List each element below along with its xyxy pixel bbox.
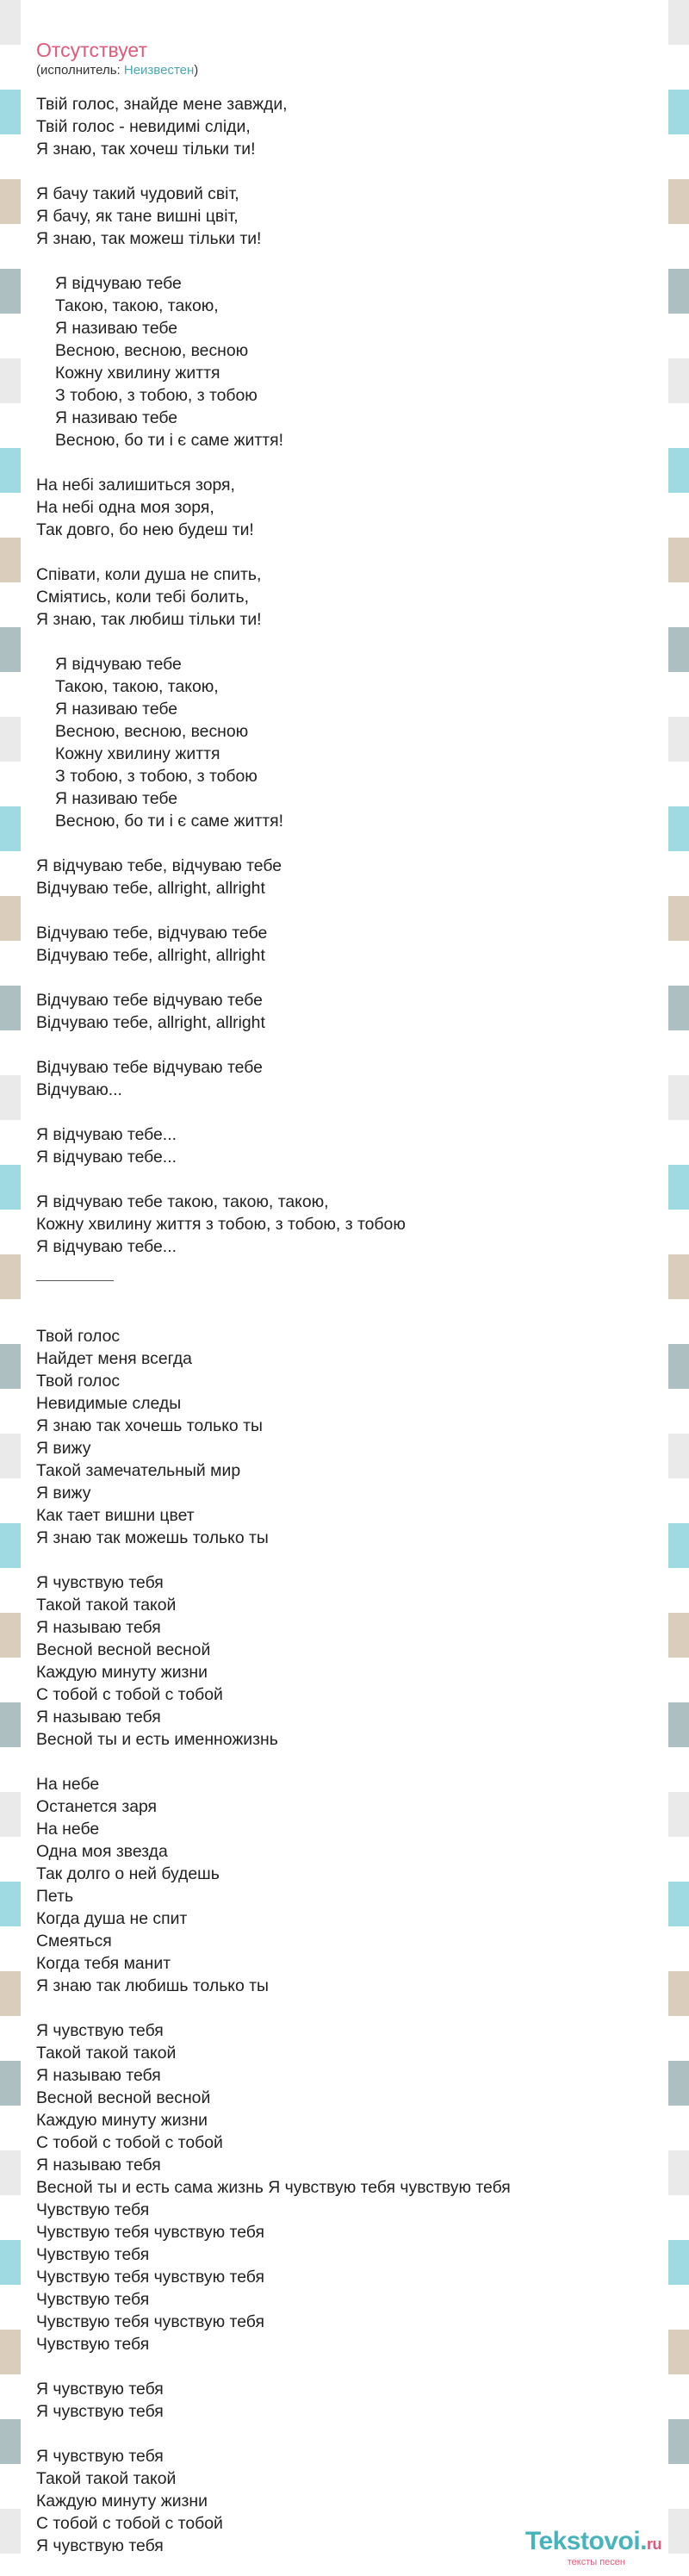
lyrics-line: Відчуваю тебе відчуваю тебе (36, 1058, 263, 1077)
lyrics-line: Я знаю так хочешь только ты (36, 1416, 263, 1435)
lyrics-line: Весною, бо ти і є саме життя! (55, 812, 284, 831)
lyrics-stanza (36, 989, 653, 1034)
lyrics-stanza (36, 93, 653, 160)
lyrics-line: Каждую минуту жизни (36, 2111, 208, 2130)
lyrics-line: Весной весной весной (36, 1640, 211, 1659)
lyrics-line: Такой такой такой (36, 2044, 177, 2063)
lyrics-stanza (36, 1056, 653, 1101)
lyrics-line: Я називаю тебе (55, 789, 178, 808)
lyrics-line: На небе (36, 1820, 100, 1839)
lyrics-line: Я вижу (36, 1484, 91, 1503)
lyrics-line: Весною, весною, весною (55, 341, 249, 360)
lyrics-line: Смеяться (36, 1932, 112, 1951)
lyrics-line: Співати, коли душа не спить, (36, 565, 262, 584)
lyrics-stanza (36, 2019, 653, 2355)
lyrics-line: Чувствую тебя (36, 2245, 150, 2264)
lyrics-stanza (36, 653, 653, 832)
lyrics-stanza (36, 922, 653, 967)
lyrics-line: Невидимые следы (36, 1394, 182, 1413)
lyrics-line: Я відчуваю тебе (55, 655, 182, 674)
lyrics-line: Я называю тебя (36, 2066, 161, 2085)
lyrics-card (21, 0, 668, 2576)
lyrics-line: Твій голос, знайде мене завжди, (36, 95, 288, 114)
lyrics-line: Відчуваю тебе, allright, allright (36, 946, 265, 965)
lyrics-line: Я называю тебя (36, 2156, 161, 2175)
lyrics-line: Я бачу, як тане вишні цвіт, (36, 207, 239, 226)
lyrics-line: Чувствую тебя (36, 2200, 150, 2219)
lyrics-stanza (36, 2378, 653, 2423)
lyrics-line: Петь (36, 1887, 74, 1906)
lyrics-line: Я знаю, так можеш тільки ти! (36, 229, 262, 248)
lyrics-line: Весной ты и есть именножизнь (36, 1730, 278, 1749)
lyrics-line: Весной ты и есть сама жизнь Я чувствую тебя чувствую тебя (36, 2178, 511, 2197)
lyrics-line: С тобой с тобой с тобой (36, 2514, 223, 2533)
lyrics-line: Каждую минуту жизни (36, 2492, 208, 2511)
logo-wordmark (525, 2529, 661, 2557)
lyrics-line: Відчуваю тебе відчуваю тебе (36, 991, 263, 1010)
lyrics-line: Чувствую тебя (36, 2290, 150, 2309)
lyrics-line: На небі залишиться зоря, (36, 476, 235, 495)
song-title: Отсутствует (36, 39, 147, 61)
lyrics-line: Я называю тебя (36, 1708, 161, 1727)
lyrics-line: Я називаю тебе (55, 700, 178, 719)
lyrics-stanza (36, 1123, 653, 1168)
lyrics-line: С тобой с тобой с тобой (36, 2133, 223, 2152)
lyrics-line: Когда душа не спит (36, 1909, 188, 1928)
lyrics-line: На небі одна моя зоря, (36, 498, 214, 517)
lyrics-line: Одна моя звезда (36, 1842, 168, 1861)
lyrics-stanza (36, 855, 653, 899)
lyrics-line: З тобою, з тобою, з тобою (55, 767, 258, 786)
lyrics-stanza (36, 1325, 653, 1549)
lyrics-line: Я чувствую тебя (36, 2536, 164, 2555)
lyrics-line: Чувствую тебя (36, 2335, 150, 2354)
lyrics-line: Я знаю так можешь только ты (36, 1528, 269, 1547)
lyrics-line: Такой такой такой (36, 2469, 177, 2488)
lyrics-line: Как тает вишни цвет (36, 1506, 195, 1525)
lyrics-line: Я называю тебя (36, 1618, 161, 1637)
lyrics-line: Відчуваю тебе, allright, allright (36, 879, 265, 898)
logo-dot: . (640, 2527, 647, 2555)
logo-tld: ru (647, 2536, 661, 2553)
logo-main-text: Tekstovoi (525, 2527, 641, 2555)
lyrics-line: Я знаю так любишь только ты (36, 1976, 269, 1995)
lyrics-line: Когда тебя манит (36, 1954, 171, 1973)
lyrics-line: С тобой с тобой с тобой (36, 1685, 223, 1704)
lyrics-line: Кожну хвилину життя з тобою, з тобою, з тобою (36, 1215, 406, 1234)
lyrics-line: Я називаю тебе (55, 319, 178, 338)
lyrics-line: Відчуваю тебе, allright, allright (36, 1013, 265, 1032)
lyrics-line: Відчуваю тебе, відчуваю тебе (36, 924, 268, 943)
lyrics-line: Відчуваю... (36, 1080, 122, 1099)
lyrics-line: Я вижу (36, 1439, 91, 1458)
lyrics-line: Так довго, бо нею будеш ти! (36, 520, 254, 539)
lyrics-line: Я чувствую тебя (36, 2447, 164, 2466)
lyrics-line: Такой такой такой (36, 1596, 177, 1615)
lyrics-line: Кожну хвилину життя (55, 744, 220, 763)
lyrics-stanza (36, 1773, 653, 1997)
lyrics-line: Я чувствую тебя (36, 2402, 164, 2421)
lyrics-stanza (36, 563, 653, 631)
lyrics-line: Такой замечательный мир (36, 1461, 241, 1480)
lyrics-line: Весною, весною, весною (55, 722, 249, 741)
lyrics-line: Сміятись, коли тебі болить, (36, 588, 250, 607)
performer-suffix: ) (194, 63, 199, 78)
performer-prefix: (исполнитель: (36, 63, 124, 78)
lyrics-stanza (36, 1191, 653, 1258)
lyrics-line: Чувствую тебя чувствую тебя (36, 2223, 264, 2242)
lyrics-line: Я бачу такий чудовий світ, (36, 184, 239, 203)
lyrics-line: Чувствую тебя чувствую тебя (36, 2268, 264, 2287)
lyrics-line: Останется заря (36, 1797, 158, 1816)
lyrics-line: Такою, такою, такою, (55, 677, 219, 696)
lyrics-line: Я знаю, так хочеш тільки ти! (36, 140, 256, 159)
lyrics-line: Весною, бо ти і є саме життя! (55, 431, 284, 450)
lyrics-line: Я відчуваю тебе, відчуваю тебе (36, 856, 282, 875)
logo-tagline: тексты песен (567, 2557, 625, 2567)
lyrics-line: Такою, такою, такою, (55, 296, 219, 315)
site-logo[interactable] (525, 2529, 661, 2567)
lyrics-line: Твой голос (36, 1327, 121, 1346)
lyrics-line: Твій голос - невидимі сліди, (36, 117, 251, 136)
lyrics-line: Я відчуваю тебе такою, такою, такою, (36, 1192, 329, 1211)
lyrics-line: Я відчуваю тебе (55, 274, 182, 293)
lyrics-line: Твой голос (36, 1372, 121, 1391)
lyrics-line: На небе (36, 1775, 100, 1794)
lyrics-stanza (36, 272, 653, 451)
lyrics-stanza (36, 474, 653, 541)
lyrics-line: Я чувствую тебя (36, 2021, 164, 2040)
lyrics-line: Я чувствую тебя (36, 2380, 164, 2399)
lyrics-line: Кожну хвилину життя (55, 364, 220, 383)
lyrics-line: Весной весной весной (36, 2088, 211, 2107)
lyrics-separator (36, 1280, 653, 1303)
lyrics-line: Каждую минуту жизни (36, 1663, 208, 1682)
lyrics-line: Я відчуваю тебе... (36, 1237, 177, 1256)
lyrics-stanza (36, 1571, 653, 1751)
lyrics-line: Я називаю тебе (55, 408, 178, 427)
lyrics-line: Я відчуваю тебе... (36, 1148, 177, 1167)
lyrics-stanza (36, 183, 653, 250)
artist-link[interactable]: Неизвестен (123, 63, 195, 78)
lyrics-line: Так долго о ней будешь (36, 1864, 220, 1883)
lyrics-body (36, 93, 653, 2557)
separator-rule (36, 1280, 114, 1281)
lyrics-line: Найдет меня всегда (36, 1349, 192, 1368)
performer-line (36, 62, 653, 79)
lyrics-line: Я чувствую тебя (36, 1573, 164, 1592)
lyrics-line: Я відчуваю тебе... (36, 1125, 177, 1144)
lyrics-line: З тобою, з тобою, з тобою (55, 386, 258, 405)
lyrics-line: Чувствую тебя чувствую тебя (36, 2312, 264, 2331)
lyrics-line: Я знаю, так любиш тільки ти! (36, 610, 262, 629)
